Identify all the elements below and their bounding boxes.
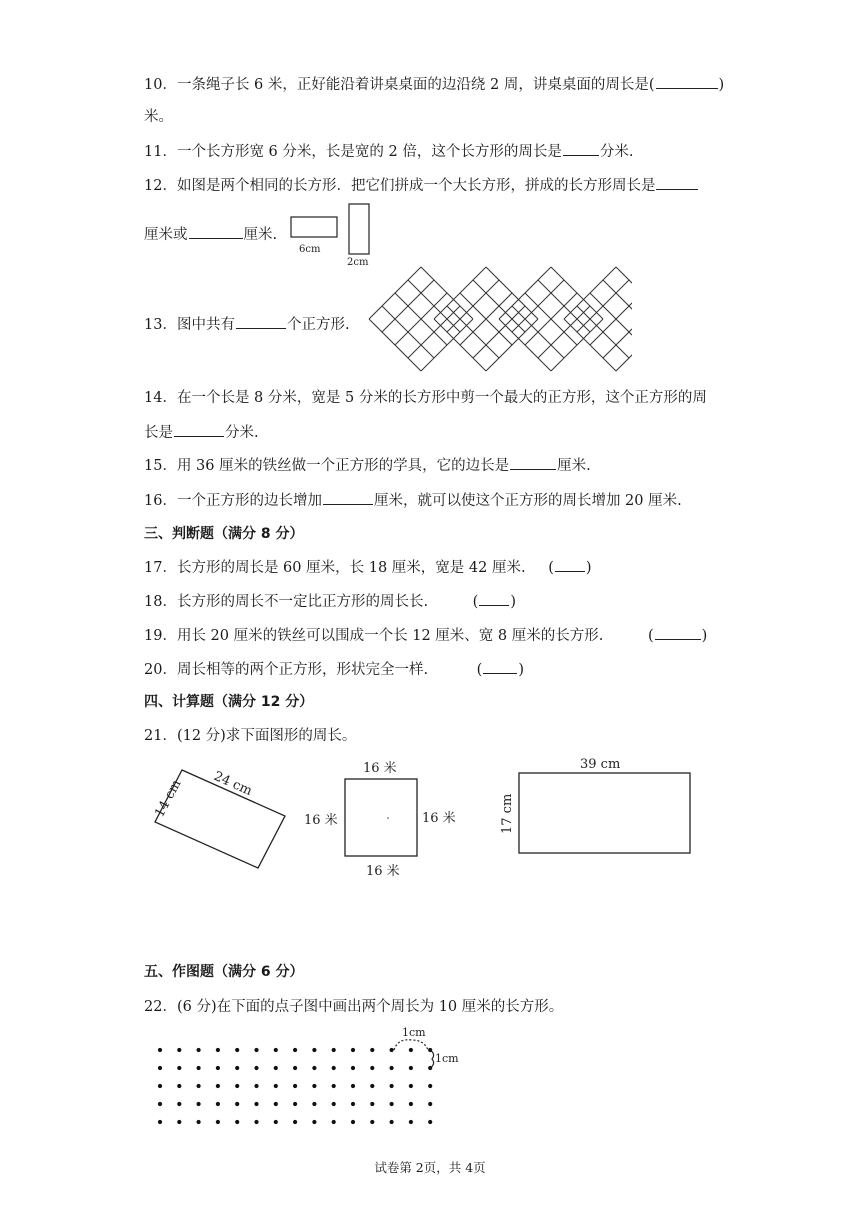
grid-dot (370, 1102, 374, 1106)
grid-dot (390, 1120, 394, 1124)
center-dot (387, 817, 389, 819)
grid-dot (428, 1120, 432, 1124)
grid-dot (293, 1084, 297, 1088)
grid-dot (312, 1048, 316, 1052)
question-18: 18．长方形的周长不一定比正方形的周长长. ( ) (144, 591, 516, 612)
square (345, 779, 417, 856)
diamond-4-line (603, 306, 632, 358)
page-footer: 试卷第 2页，共 4页 (374, 1160, 486, 1175)
section-3-title: 三、判断题（满分 8 分） (144, 526, 304, 542)
judge-blank-18[interactable] (479, 591, 509, 606)
judge-blank-17[interactable] (555, 557, 585, 572)
grid-dot (158, 1084, 162, 1088)
grid-dot (177, 1048, 181, 1052)
grid-dot (293, 1102, 297, 1106)
grid-dot (351, 1102, 355, 1106)
grid-dot (216, 1084, 220, 1088)
horizontal-rectangle (291, 217, 337, 237)
question-10-text: 10．一条绳子长 6 米，正好能沿着讲桌桌面的边沿绕 2 周，讲桌桌面的周长是( (144, 77, 655, 93)
two-rectangles-figure (286, 202, 386, 268)
grid-dot (351, 1066, 355, 1070)
grid-dot (332, 1066, 336, 1070)
diamond-4-line (590, 293, 632, 345)
question-19: 19．用长 20 厘米的铁丝可以围成一个长 12 厘米、宽 8 厘米的长方形. ( ) (144, 625, 707, 646)
answer-blank-11[interactable] (563, 141, 599, 156)
grid-dot (274, 1102, 278, 1106)
answer-blank-16[interactable] (323, 490, 373, 505)
question-16: 16．一个正方形的边长增加 厘米，就可以使这个正方形的周长增加 20 厘米. (144, 490, 682, 511)
grid-dot (370, 1066, 374, 1070)
grid-dot (409, 1084, 413, 1088)
grid-dot (312, 1120, 316, 1124)
question-15: 15．用 36 厘米的铁丝做一个正方形的学具，它的边长是 厘米. (144, 455, 591, 476)
grid-dot (312, 1102, 316, 1106)
label-2cm: 2cm (347, 257, 369, 268)
grid-dot (390, 1102, 394, 1106)
question-12-cont: 厘米或 厘米. (144, 224, 277, 245)
grid-dot (351, 1084, 355, 1088)
tilted-rectangle-figure (140, 758, 300, 878)
grid-dot (390, 1084, 394, 1088)
grid-dot (197, 1048, 201, 1052)
label-left: 16 米 (304, 813, 338, 828)
grid-dot (370, 1120, 374, 1124)
grid-dot (158, 1102, 162, 1106)
grid-dot (332, 1084, 336, 1088)
grid-dot (197, 1120, 201, 1124)
answer-blank-13[interactable] (236, 314, 286, 329)
diamond-4-line (603, 280, 632, 332)
label-top: 16 米 (363, 761, 397, 776)
grid-dot (235, 1120, 239, 1124)
grid-dot (158, 1048, 162, 1052)
grid-dot (177, 1084, 181, 1088)
answer-blank-10[interactable] (656, 74, 718, 89)
grid-dot (274, 1048, 278, 1052)
question-13: 13．图中共有 个正方形. (144, 314, 350, 335)
grid-dot (254, 1066, 258, 1070)
section-5-title: 五、作图题（满分 6 分） (144, 964, 304, 980)
grid-dot (216, 1120, 220, 1124)
question-12: 12．如图是两个相同的长方形．把它们拼成一个大长方形，拼成的长方形周长是 (144, 175, 699, 196)
grid-dot (332, 1102, 336, 1106)
grid-dot (216, 1066, 220, 1070)
grid-dot (332, 1048, 336, 1052)
question-21: 21．(12 分)求下面图形的周长。 (144, 728, 357, 744)
grid-dot (274, 1066, 278, 1070)
rectangle (519, 773, 690, 853)
grid-dot (293, 1120, 297, 1124)
label-bottom: 16 米 (366, 864, 400, 879)
grid-dot (409, 1048, 413, 1052)
rectangle-figure (495, 752, 705, 862)
question-11: 11．一个长方形宽 6 分米，长是宽的 2 倍，这个长方形的周长是 分米. (144, 141, 633, 162)
grid-dot (197, 1102, 201, 1106)
answer-blank-15[interactable] (510, 455, 556, 470)
label-6cm: 6cm (299, 244, 321, 255)
judge-blank-19[interactable] (655, 625, 701, 640)
grid-dot (274, 1084, 278, 1088)
unit-label-h: 1cm (402, 1026, 426, 1039)
grid-dot (235, 1102, 239, 1106)
label-24cm: 24 cm (211, 768, 255, 800)
vertical-rectangle (349, 204, 369, 254)
section-4-title: 四、计算题（满分 12 分） (144, 694, 314, 710)
label-right: 16 米 (422, 811, 456, 826)
diamond-4-line (590, 293, 632, 345)
grid-dot (235, 1066, 239, 1070)
grid-dot (293, 1048, 297, 1052)
answer-blank-12b[interactable] (189, 224, 243, 239)
grid-dot (428, 1102, 432, 1106)
grid-dot (332, 1120, 336, 1124)
grid-dot (216, 1102, 220, 1106)
grid-dot (158, 1066, 162, 1070)
grid-dot (254, 1048, 258, 1052)
grid-dot (312, 1084, 316, 1088)
grid-dot (390, 1066, 394, 1070)
judge-blank-20[interactable] (483, 659, 517, 674)
grid-dot (158, 1120, 162, 1124)
dot-grid-figure[interactable] (150, 1024, 470, 1128)
grid-dot (197, 1066, 201, 1070)
diamond-grid-figure (364, 266, 632, 376)
grid-dot (351, 1048, 355, 1052)
unit-label-v: 1cm (435, 1052, 459, 1065)
grid-dot (409, 1066, 413, 1070)
grid-dot (177, 1102, 181, 1106)
question-10-cont: 米。 (144, 109, 173, 125)
grid-dot (351, 1120, 355, 1124)
grid-dot (197, 1084, 201, 1088)
unit-bracket-vertical (430, 1050, 434, 1068)
grid-dot (274, 1120, 278, 1124)
grid-dot (254, 1102, 258, 1106)
answer-blank-14[interactable] (174, 422, 224, 437)
grid-dot (177, 1066, 181, 1070)
grid-dot (409, 1102, 413, 1106)
question-10: 10．一条绳子长 6 米，正好能沿着讲桌桌面的边沿绕 2 周，讲桌桌面的周长是( ) (144, 74, 724, 95)
question-14-cont: 长是 分米. (144, 422, 259, 443)
label-17cm: 17 cm (500, 793, 515, 834)
answer-blank-12a[interactable] (656, 175, 698, 190)
grid-dot (293, 1066, 297, 1070)
grid-dot (312, 1066, 316, 1070)
grid-dot (409, 1120, 413, 1124)
label-39cm: 39 cm (580, 757, 621, 772)
grid-dot (390, 1048, 394, 1052)
square-figure (300, 756, 470, 884)
question-22: 22．(6 分)在下面的点子图中画出两个周长为 10 厘米的长方形。 (144, 999, 564, 1015)
grid-dot (370, 1084, 374, 1088)
label-14cm: 14 cm (152, 777, 185, 820)
question-17: 17．长方形的周长是 60 厘米，长 18 厘米，宽是 42 厘米. ( ) (144, 557, 592, 578)
grid-dot (216, 1048, 220, 1052)
grid-dot (235, 1048, 239, 1052)
grid-dot (370, 1048, 374, 1052)
question-20: 20．周长相等的两个正方形，形状完全一样. ( ) (144, 659, 524, 680)
question-14: 14．在一个长是 8 分米，宽是 5 分米的长方形中剪一个最大的正方形，这个正方形的周 (144, 390, 707, 406)
grid-dot (428, 1084, 432, 1088)
grid-dot (177, 1120, 181, 1124)
grid-dot (254, 1120, 258, 1124)
grid-dot (254, 1084, 258, 1088)
grid-dot (235, 1084, 239, 1088)
